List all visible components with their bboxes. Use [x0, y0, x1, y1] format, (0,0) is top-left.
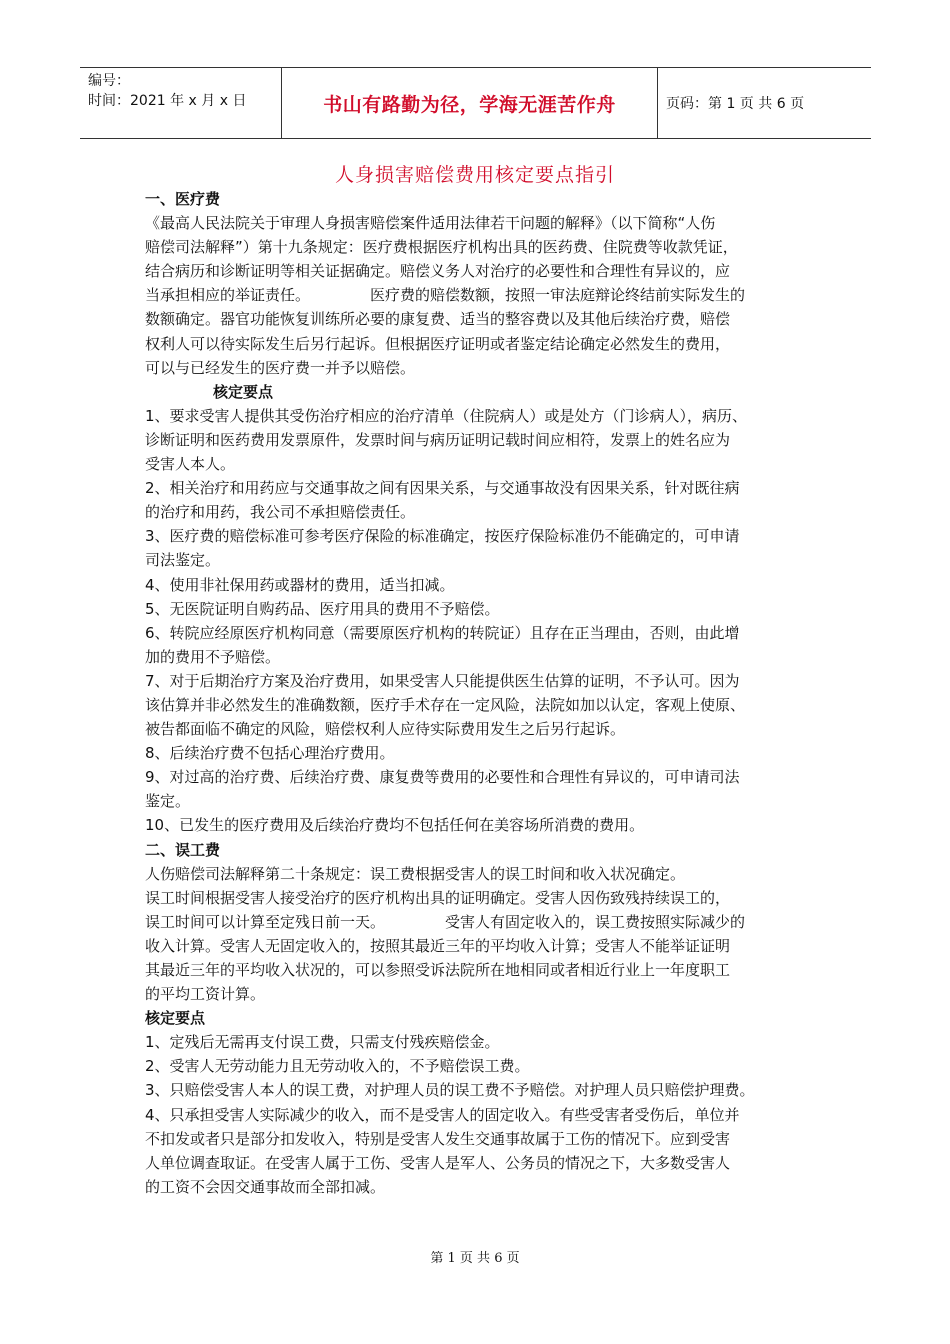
point-line: 3、只赔偿受害人本人的误工费，对护理人员的误工费不予赔偿。对护理人员只赔偿护理费。 — [145, 1081, 755, 1100]
point-line: 1、要求受害人提供其受伤治疗相应的治疗清单（住院病人）或是处方（门诊病人），病历、 — [145, 406, 748, 425]
header-motto-cell — [282, 68, 658, 138]
paragraph-line: 的平均工资计算。 — [145, 985, 266, 1004]
point-line: 加的费用不予赔偿。 — [145, 647, 281, 666]
point-line: 被告都面临不确定的风险，赔偿权利人应待实际费用发生之后另行起诉。 — [145, 720, 626, 739]
page-footer: 第 1 页 共 6 页 — [430, 1251, 520, 1266]
header-motto: 书山有路勤为径，学海无涯苦作舟 — [323, 93, 616, 116]
point-line: 2、受害人无劳动能力且无劳动收入的，不予赔偿误工费。 — [145, 1057, 530, 1076]
paragraph-line: 结合病历和诊断证明等相关证据确定。赔偿义务人对治疗的必要性和合理性有异议的，应 — [145, 262, 731, 281]
paragraph-line: 赔偿司法解释”）第十九条规定：医疗费根据医疗机构出具的医药费、住院费等收款凭证， — [145, 238, 738, 257]
header-page-info: 页码：第 1 页 共 6 页 — [666, 96, 805, 112]
paragraph-line: 《最高人民法院关于审理人身损害赔偿案件适用法律若干问题的解释》（以下简称“人伤 — [145, 214, 716, 233]
paragraph-fragment: 受害人有固定收入的，误工费按照实际减少的 — [445, 912, 746, 931]
document-body — [145, 187, 825, 1199]
point-line: 5、无医院证明自购药品、医疗用具的费用不予赔偿。 — [145, 599, 500, 618]
paragraph-fragment: 当承担相应的举证责任。 — [145, 286, 311, 305]
point-line: 4、只承担受害人实际减少的收入，而不是受害人的固定收入。有些受害者受伤后，单位并 — [145, 1105, 740, 1124]
paragraph-line — [145, 910, 825, 934]
point-line: 7、对于后期治疗方案及治疗费用，如果受害人只能提供医生估算的证明，不予认可。因为 — [145, 671, 740, 690]
point-line: 6、转院应经原医疗机构同意（需要原医疗机构的转院证）且存在正当理由，否则，由此增 — [145, 623, 740, 642]
point-line: 2、相关治疗和用药应与交通事故之间有因果关系，与交通事故没有因果关系，针对既往病 — [145, 479, 740, 498]
point-line: 鉴定。 — [145, 792, 191, 811]
header-page-cell — [658, 68, 871, 138]
paragraph-fragment: 误工时间可以计算至定残日前一天。 — [145, 912, 386, 931]
paragraph-line: 人伤赔偿司法解释第二十条规定：误工费根据受害人的误工时间和收入状况确定。 — [145, 864, 686, 883]
point-line: 9、对过高的治疗费、后续治疗费、康复费等费用的必要性和合理性有异议的，可申请司法 — [145, 768, 740, 787]
point-line: 的治疗和用药，我公司不承担赔偿责任。 — [145, 503, 416, 522]
paragraph-fragment: 医疗费的赔偿数额，按照一审法庭辩论终结前实际发生的 — [370, 286, 746, 305]
page-header — [80, 67, 871, 139]
point-line: 受害人本人。 — [145, 455, 236, 474]
document-number-label: 编号： — [88, 73, 130, 89]
paragraph-line — [145, 283, 825, 307]
point-line: 人单位调查取证。在受害人属于工伤、受害人是军人、公务员的情况之下，大多数受害人 — [145, 1153, 731, 1172]
point-line: 不扣发或者只是部分扣发收入，特别是受害人发生交通事故属于工伤的情况下。应到受害 — [145, 1129, 731, 1148]
point-line: 4、使用非社保用药或器材的费用，适当扣减。 — [145, 575, 455, 594]
point-line: 1、定残后无需再支付误工费，只需支付残疾赔偿金。 — [145, 1033, 500, 1052]
paragraph-line: 可以与已经发生的医疗费一并予以赔偿。 — [145, 358, 416, 377]
point-line: 的工资不会因交通事故而全部扣减。 — [145, 1177, 386, 1196]
document-date: 时间：2021 年 x 月 x 日 — [88, 93, 247, 109]
point-line: 3、医疗费的赔偿标准可参考医疗保险的标准确定，按医疗保险标准仍不能确定的，可申请 — [145, 527, 740, 546]
subheading-key-points: 核定要点 — [145, 1009, 206, 1028]
subheading-key-points: 核定要点 — [213, 382, 274, 401]
point-line: 该估算并非必然发生的准确数额，医疗手术存在一定风险，法院如加以认定，客观上使原、 — [145, 695, 746, 714]
paragraph-line: 收入计算。受害人无固定收入的，按照其最近三年的平均收入计算；受害人不能举证证明 — [145, 936, 731, 955]
paragraph-line: 误工时间根据受害人接受治疗的医疗机构出具的证明确定。受害人因伤致残持续误工的， — [145, 888, 731, 907]
document-title: 人身损害赔偿费用核定要点指引 — [334, 164, 615, 186]
point-line: 10、已发生的医疗费用及后续治疗费均不包括任何在美容场所消费的费用。 — [145, 816, 645, 835]
paragraph-line: 其最近三年的平均收入状况的，可以参照受诉法院所在地相同或者相近行业上一年度职工 — [145, 961, 731, 979]
section-heading-medical: 一、医疗费 — [145, 190, 221, 208]
point-line: 司法鉴定。 — [145, 551, 221, 570]
header-left-cell — [80, 68, 282, 138]
paragraph-line: 数额确定。器官功能恢复训练所必要的康复费、适当的整容费以及其他后续治疗费，赔偿 — [145, 310, 731, 329]
point-line: 8、后续治疗费不包括心理治疗费用。 — [145, 744, 395, 763]
section-heading-lost-wages: 二、误工费 — [145, 840, 221, 859]
paragraph-line: 权利人可以待实际发生后另行起诉。但根据医疗证明或者鉴定结论确定必然发生的费用， — [145, 334, 731, 353]
point-line: 诊断证明和医药费用发票原件，发票时间与病历证明记载时间应相符，发票上的姓名应为 — [145, 430, 731, 449]
